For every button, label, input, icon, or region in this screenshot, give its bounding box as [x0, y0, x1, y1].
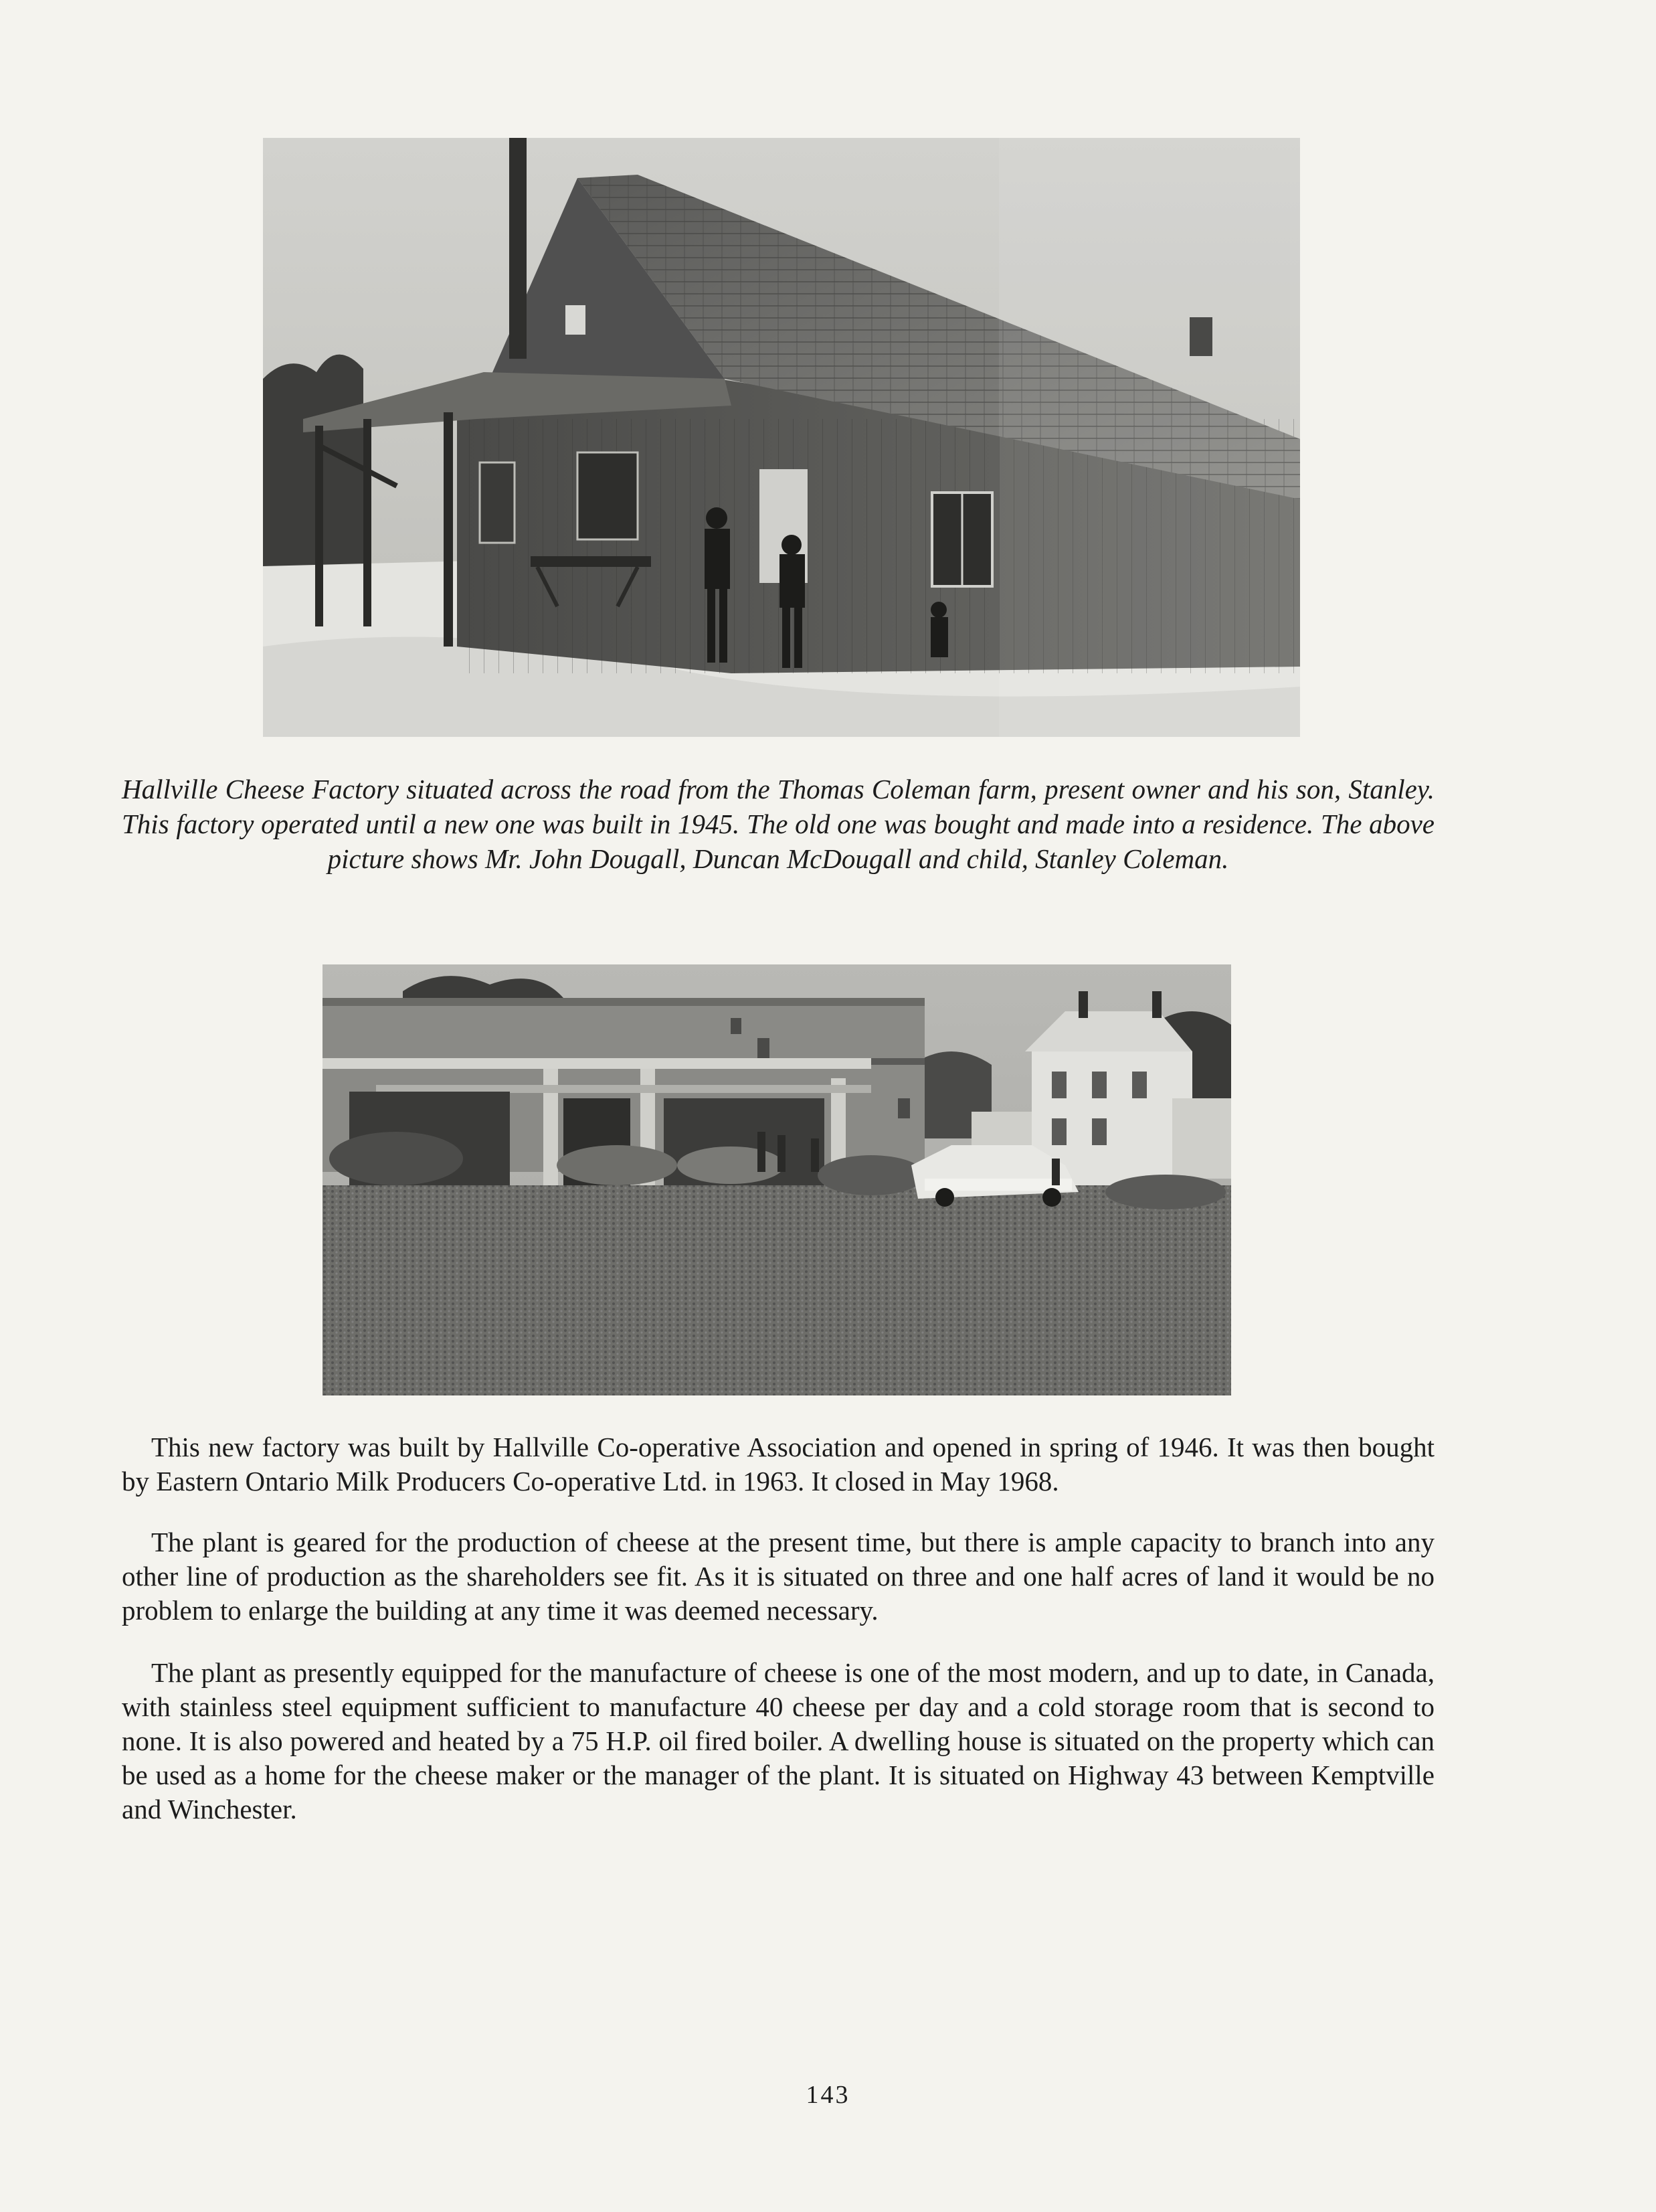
- paragraph-plant-equipment: The plant as presently equipped for the manufacture of cheese is one of the most modern, and up to date, in Canada, with stainless steel equipment sufficient to manufacture 40 cheese per day and a cold storage room that is second to none. It is also powered and heated by a 75 H.P. oil fired boiler. A dwelling house is situated on the property which can be used as a home for the cheese maker or the manager of the plant. It is situated on Highway 43 between Kemptville and Winchester.: [122, 1657, 1435, 1824]
- paragraph-new-factory-history: This new factory was built by Hallville Co-operative Association and opened in spring of 1946. It was then bought by Eastern Ontario Milk Producers Co-operative Ltd. in 1963. It closed in May 1968.: [122, 1432, 1435, 1497]
- new-factory-illustration: [323, 964, 1231, 1395]
- page-number: 143: [806, 2081, 850, 2109]
- old-cheese-factory-photo: [263, 138, 1300, 737]
- new-cheese-factory-photo: [323, 964, 1231, 1395]
- photo-caption: Hallville Cheese Factory situated across the road from the Thomas Coleman farm, present owner and his son, Stanley. This factory operated until a new one was built in 1945. The old one was bought and made into a residence. The above picture shows Mr. John Dougall, Duncan McDougall and child, Stanley Coleman.: [122, 774, 1435, 874]
- paragraph-plant-capacity: The plant is geared for the production of cheese at the present time, but there is ample capacity to branch into any other line of production as the shareholders see fit. As it is situated on three and one half acres of land it would be no problem to enlarge the building at any time it was deemed necessary.: [122, 1527, 1435, 1626]
- old-factory-illustration: [263, 138, 1300, 737]
